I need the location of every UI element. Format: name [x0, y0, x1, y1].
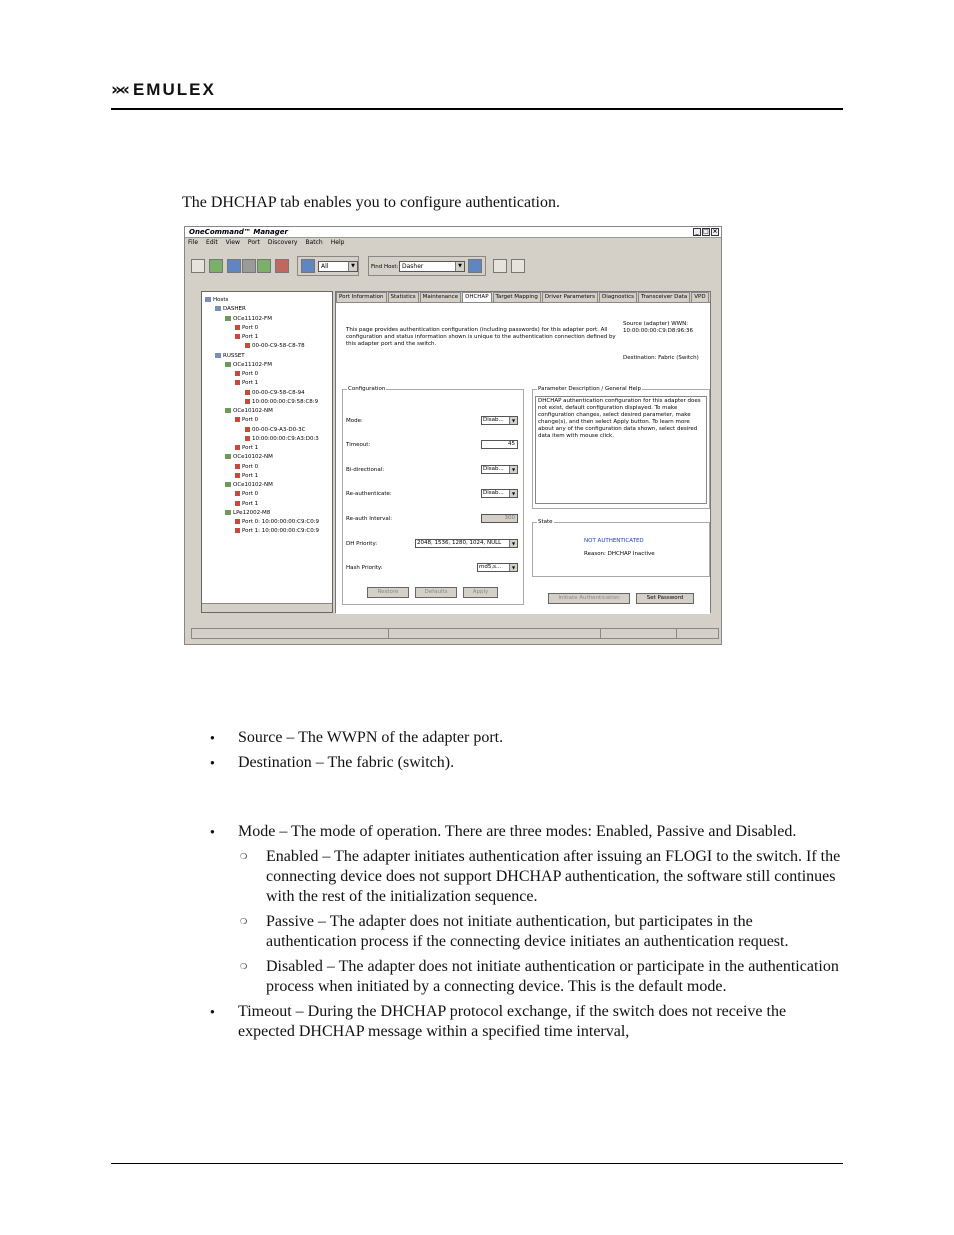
tree-node[interactable]	[235, 333, 258, 341]
help-group	[532, 386, 710, 509]
tab-transceiver-data[interactable]: Transceiver Data	[638, 292, 690, 302]
port-icon	[235, 491, 240, 496]
tree-node-label: Port 1	[242, 472, 259, 479]
details-panel	[335, 291, 711, 613]
adapter-icon	[225, 362, 231, 367]
tree-node[interactable]	[235, 500, 258, 508]
chevron-down-icon: ▼	[509, 466, 517, 473]
window-title: OneCommand™ Manager	[189, 228, 288, 236]
chevron-down-icon: ▼	[509, 540, 517, 547]
emulex-logo	[111, 80, 216, 100]
list-item: ❍ Disabled – The adapter does not initiate authentication or participate in the authentication process when initiated by a connecting device. This is the default mode.	[238, 957, 844, 997]
list-item: ❍ Passive – The adapter does not initiate authentication, but participates in the authentication process if the connecting device initiates an authentication request.	[238, 912, 844, 952]
reauth-interval-input[interactable]: 300	[481, 514, 518, 523]
source-destination-list	[210, 728, 503, 778]
hosts-view-icon[interactable]	[209, 259, 223, 273]
dhchap-description: This page provides authentication configuration (including passwords) for this adapter port. All configuration and status information shown is unique to the authentication connection defined by this adapter port and the switch.	[346, 327, 616, 347]
tab-vpd[interactable]: VPD	[691, 292, 708, 302]
tree-node-label: OCe11102-FM	[233, 315, 272, 322]
tree-node[interactable]	[245, 398, 318, 406]
filter-group	[297, 256, 359, 276]
port-icon	[235, 380, 240, 385]
port-icon	[245, 343, 250, 348]
menu-view[interactable]: View	[225, 239, 240, 246]
tree-node[interactable]	[225, 481, 273, 489]
state-group	[532, 519, 710, 577]
tree-node[interactable]	[245, 435, 319, 443]
chevron-down-icon: ▼	[455, 262, 464, 271]
port-icon	[235, 417, 240, 422]
tree-node[interactable]	[225, 509, 270, 517]
host-icon	[205, 297, 211, 302]
tree-node[interactable]	[235, 444, 258, 452]
apply-button[interactable]: Apply	[463, 587, 498, 598]
port-icon	[235, 501, 240, 506]
tab-dhchap[interactable]: DHCHAP	[462, 292, 491, 302]
window-titlebar	[185, 227, 721, 238]
adapter-icon	[225, 482, 231, 487]
virtual-ports-icon[interactable]	[242, 259, 256, 273]
tree-node-label: LPe12002-M8	[233, 509, 271, 516]
reauth-interval-label: Re-auth Interval:	[346, 516, 393, 522]
tree-node-label: Port 1: 10:00:00:00:C9:C0:9	[242, 528, 320, 535]
find-host-label: Find Host:	[371, 264, 399, 270]
tree-node[interactable]	[235, 463, 258, 471]
filter-select[interactable]: All ▼	[318, 261, 358, 272]
help-text: DHCHAP authentication configuration for this adapter does not exist, default configuration displayed. To make configuration changes, select desired parameter, make change(s), and then select Apply button. To learn more about any of the configuration data shown, select desired data item with mouse click.	[535, 396, 707, 504]
state-title: State	[538, 519, 553, 525]
port-icon	[235, 371, 240, 376]
emulex-logo-text: EMULEX	[132, 80, 216, 99]
set-password-button[interactable]: Set Password	[636, 593, 694, 604]
bidirectional-select[interactable]: Disab... ▼	[481, 465, 518, 474]
host-icon	[215, 306, 221, 311]
port-icon	[245, 427, 250, 432]
tree-node-label: Port 0	[242, 417, 259, 424]
tree-node[interactable]	[235, 416, 258, 424]
destination-label: Destination: Fabric (Switch)	[623, 355, 699, 361]
help-icon[interactable]	[511, 259, 525, 273]
tree-node[interactable]	[235, 490, 258, 498]
bidirectional-label: Bi-directional:	[346, 467, 385, 473]
footer-rule	[111, 1163, 843, 1164]
defaults-button[interactable]: Defaults	[415, 587, 457, 598]
tree-node-label: DASHER	[223, 306, 246, 313]
port-icon	[245, 436, 250, 441]
tree-node[interactable]	[225, 407, 273, 415]
tab-statistics[interactable]: Statistics	[388, 292, 419, 302]
mode-sublist	[238, 847, 844, 997]
menu-help[interactable]: Help	[330, 239, 345, 246]
tree-node-label: 00-00-C9-58-C8-78	[252, 343, 305, 350]
list-item-timeout: ● Timeout – During the DHCHAP protocol exchange, if the switch does not receive the expected DHCHAP message within a specified time interval,	[210, 1002, 844, 1042]
status-bar	[191, 628, 719, 639]
tree-node-label: OCe10102-NM	[233, 482, 273, 488]
list-item: ● Source – The WWPN of the adapter port.	[210, 728, 503, 748]
timeout-label: Timeout:	[346, 442, 371, 448]
adapter-icon	[225, 408, 231, 413]
tree-node-label: Port 1	[242, 500, 259, 507]
emulex-logo-icon: »«	[111, 80, 127, 100]
tree-node[interactable]	[235, 379, 258, 387]
tree-node[interactable]	[235, 527, 319, 535]
mode-select[interactable]: Disab... ▼	[481, 416, 518, 425]
adapter-icon	[225, 454, 231, 459]
tree-node-label: OCe10102-NM	[233, 454, 273, 461]
configuration-list	[210, 822, 844, 1047]
port-icon	[235, 473, 240, 478]
tree-node-label: Port 0	[242, 324, 259, 331]
tree-node-label: 10:00:00:00:C9:58:C8:9	[252, 398, 319, 405]
tree-node-label: Hosts	[213, 297, 229, 303]
chevron-down-icon: ▼	[509, 564, 517, 571]
port-icon	[245, 399, 250, 404]
menu-batch[interactable]: Batch	[305, 239, 323, 246]
chevron-down-icon: ▼	[509, 490, 517, 497]
tree-node-label: Port 1	[242, 334, 259, 340]
intro-text: The DHCHAP tab enables you to configure authentication.	[182, 194, 560, 211]
tab-port-information[interactable]: Port Information	[336, 292, 387, 302]
source-wwn: Source (adapter) WWN: 10:00:00:00:C9:D8:96:36	[623, 321, 694, 334]
tree-node-label: OCe10102-NM	[233, 408, 273, 414]
tree-node[interactable]	[245, 389, 305, 397]
initiate-authentication-button[interactable]: Initiate Authentication	[548, 593, 630, 604]
find-host-input[interactable]: Dasher ▼	[399, 261, 465, 272]
tree-node-label: Port 0	[242, 371, 259, 377]
tab-bar	[336, 292, 710, 302]
tree-node-label: 00-00-C9-58-C8-94	[252, 389, 305, 396]
auth-status: NOT AUTHENTICATED	[584, 538, 644, 544]
port-icon	[235, 445, 240, 450]
tree-horizontal-scrollbar[interactable]	[202, 603, 332, 612]
toolbar	[185, 255, 721, 279]
tree-node[interactable]	[235, 324, 258, 332]
reauthenticate-label: Re-authenticate:	[346, 491, 392, 497]
tree-node[interactable]	[225, 453, 273, 461]
local-hosts-icon[interactable]	[275, 259, 289, 273]
tree-node-label: 10:00:00:00:C9:A3:D0:3	[252, 435, 319, 442]
configuration-title: Configuration	[348, 386, 386, 392]
tree-node-label: Port 0: 10:00:00:00:C9:C0:9	[242, 519, 320, 525]
port-icon	[235, 519, 240, 524]
tab-driver-parameters[interactable]: Driver Parameters	[542, 292, 598, 302]
tree-node[interactable]	[225, 361, 272, 369]
list-item: ❍ Enabled – The adapter initiates authentication after issuing an FLOGI to the switch. If the connecting device does not support DHCHAP authentication, the software still continues with the rest of the initialization sequence.	[238, 847, 844, 907]
header-rule	[111, 108, 843, 110]
tab-maintenance[interactable]: Maintenance	[420, 292, 461, 302]
tree-node[interactable]	[235, 370, 258, 378]
tree-node[interactable]	[205, 296, 228, 304]
host-icon	[215, 353, 221, 358]
discovery-settings-icon[interactable]	[493, 259, 507, 273]
port-icon	[245, 390, 250, 395]
maximize-icon[interactable]: □	[703, 228, 709, 235]
menu-edit[interactable]: Edit	[206, 239, 218, 246]
configuration-group	[342, 386, 524, 605]
menu-bar	[185, 239, 344, 249]
hash-priority-select[interactable]: md5,s... ▼	[477, 563, 518, 572]
help-title: Parameter Description / General Help	[538, 386, 641, 392]
timeout-input[interactable]: 45	[481, 440, 518, 449]
menu-discovery[interactable]: Discovery	[267, 239, 298, 246]
tree-node-label: Port 0	[242, 463, 259, 470]
tree-node-label: Port 0	[242, 491, 259, 498]
chevron-down-icon: ▼	[509, 417, 517, 424]
menu-file[interactable]: File	[188, 239, 199, 246]
tree-node[interactable]	[225, 315, 272, 323]
auth-reason: Reason: DHCHAP Inactive	[584, 551, 655, 557]
chevron-down-icon: ▼	[348, 262, 357, 271]
find-host-search-icon[interactable]	[468, 259, 482, 273]
tree-node[interactable]	[215, 352, 245, 360]
tree-node[interactable]	[245, 342, 305, 350]
close-icon[interactable]: ×	[712, 228, 718, 235]
mode-label: Mode:	[346, 418, 363, 424]
tab-diagnostics[interactable]: Diagnostics	[599, 292, 637, 302]
tree-node[interactable]	[215, 305, 246, 313]
menu-port[interactable]: Port	[247, 239, 260, 246]
tab-target-mapping[interactable]: Target Mapping	[493, 292, 541, 302]
list-item: ● Destination – The fabric (switch).	[210, 753, 503, 773]
dh-priority-select[interactable]: 2048, 1536, 1280, 1024, NULL ▼	[415, 539, 518, 548]
hash-priority-label: Hash Priority:	[346, 565, 383, 571]
adapter-view-icon[interactable]	[257, 259, 271, 273]
dh-priority-label: DH Priority:	[346, 541, 378, 547]
discovery-tree[interactable]	[201, 291, 333, 613]
refresh-icon[interactable]	[191, 259, 205, 273]
dhchap-tab-body	[336, 302, 710, 614]
find-host-group	[368, 256, 486, 276]
tree-node-label: Port 1	[242, 445, 259, 451]
restore-button[interactable]: Restore	[367, 587, 409, 598]
port-icon	[235, 464, 240, 469]
port-icon	[235, 528, 240, 533]
onecommand-window	[184, 226, 722, 645]
tree-node-label: OCe11102-FM	[233, 361, 272, 368]
tree-node-label: RUSSET	[223, 352, 245, 359]
port-icon	[235, 334, 240, 339]
adapter-icon	[225, 510, 231, 515]
filter-icon[interactable]	[301, 259, 315, 273]
fabric-view-icon[interactable]	[227, 259, 241, 273]
tree-node-label: Port 1	[242, 380, 259, 387]
adapter-icon	[225, 316, 231, 321]
tree-node[interactable]	[235, 472, 258, 480]
minimize-icon[interactable]: _	[693, 228, 701, 236]
tree-node[interactable]	[235, 518, 319, 526]
list-item-mode: ● Mode – The mode of operation. There are three modes: Enabled, Passive and Disabled. ❍ Enabled – The adapter initiates authentication after issuing an FLOGI to the switch. If the connecting device does not support DHCHAP authentication, the software still continues with the rest of the initialization sequence. ❍ Passive – The adapter does not initiate authentication, but participates in the authentication process if the connecting device initiates an authentication request. ❍ Disabled – The adapter does not initiate authentication or participate in the authentication process when initiated by a connecting device. This is the default mode.	[210, 822, 844, 997]
tree-node-label: 00-00-C9-A3-D0-3C	[252, 426, 306, 433]
reauthenticate-select[interactable]: Disab... ▼	[481, 489, 518, 498]
tree-node[interactable]	[245, 426, 305, 434]
port-icon	[235, 325, 240, 330]
